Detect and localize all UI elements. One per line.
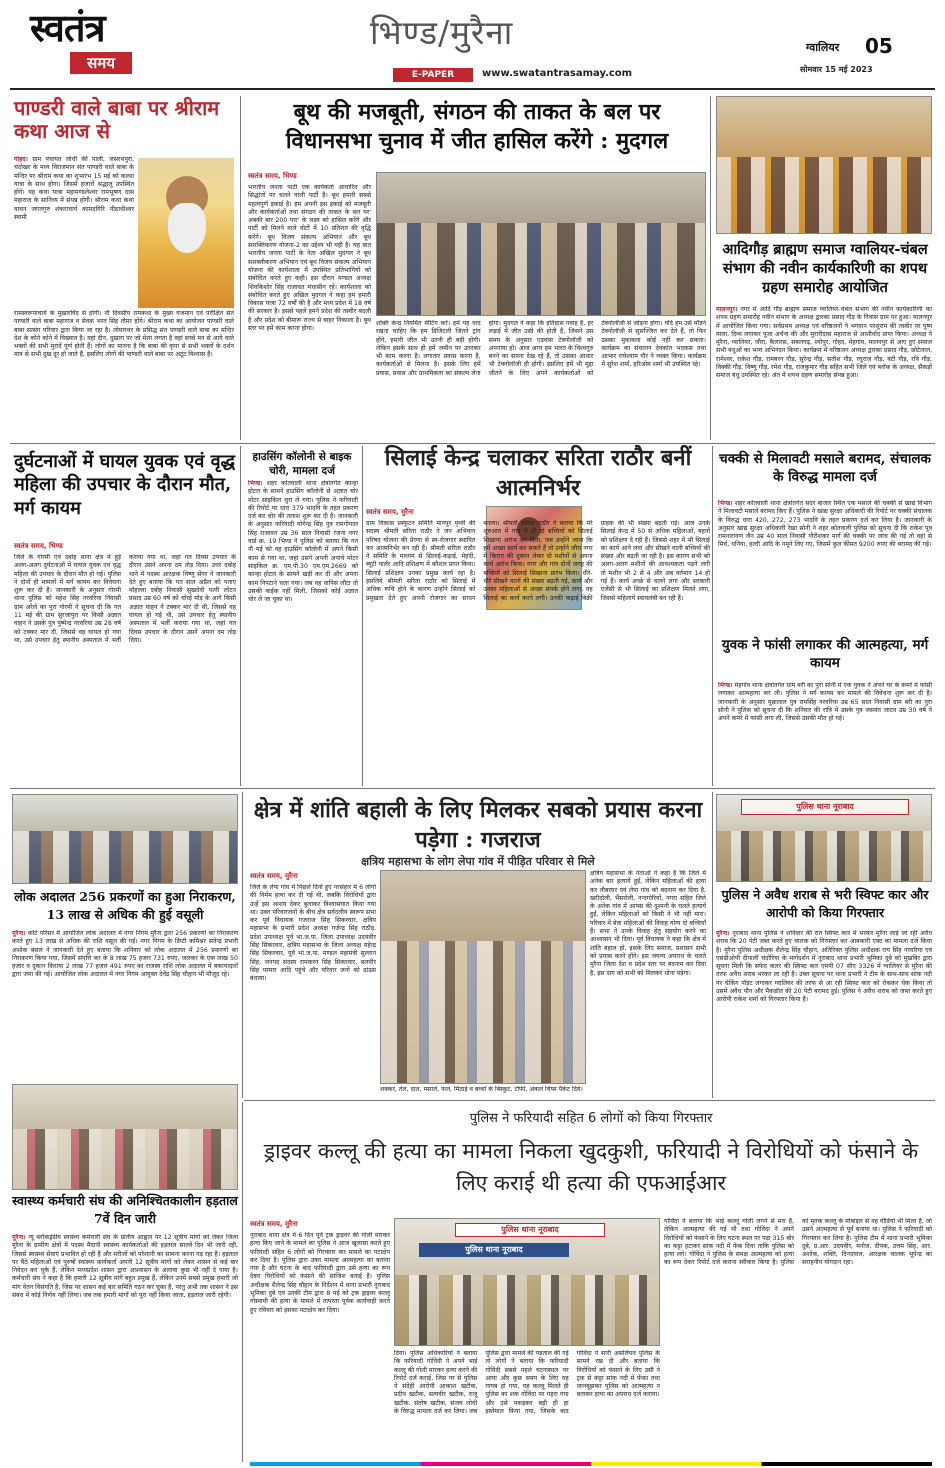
gajraj-crowd xyxy=(381,941,586,1084)
kallu-byline: स्वतंत्र समय, मुरैना xyxy=(250,1220,298,1228)
issue-date: सोमवार 15 मई 2023 xyxy=(800,65,873,74)
edition-city: ग्वालियर xyxy=(806,41,840,54)
color-bar xyxy=(250,1462,932,1466)
section-title: भिण्ड/मुरैना xyxy=(370,13,514,52)
brahmin-headline: आदिगौड़ ब्राह्मण समाज ग्वालियर-चंबल संभाग की नवीन कार्यकारिणी का शपथ ग्रहण समारोह आयोजित xyxy=(722,241,928,297)
housing-place: भिण्ड। xyxy=(248,480,263,487)
brahmin-photo xyxy=(716,96,932,234)
suicide-place: भिण्ड। xyxy=(718,682,733,689)
brahmin-place: मालनपुर। xyxy=(716,306,738,313)
lokadalat-text: कोर्ट परिसर में आयोजित लोक अदालत में नगर निगम मुरैना द्वारा 256 प्रकरणों का निराकरण करते हुए 13 लाख से अधिक की राशि वसूल की गई। नगर निगम के डिप्टी कमिश्नर सतेन्द्र प्रभारी अशोक बंसल ने जानकारी देते हुए बताया कि शनिवार को लोक अदालत में 256 प्रकरणों का निराकरण किया गया, जिसमें संपत्ति कर के 8 लाख 75 हजार 731 रुपए, जलकर के एक लाख 50 हजार व दुकान किराया 2 लाख 77 हजार 491 रुपए का राजस्व राशि लोक अदालत में बकायादारों द्वारा जमा की गई। आयोजित लोक अदालत में नगर निगम आयुक्त देवेंद्र सिंह चौहान भी मौजूद रहे। xyxy=(12,930,238,979)
liquor-photo xyxy=(716,794,932,882)
website-link[interactable]: www.swatantrasamay.com xyxy=(482,68,633,79)
col-divider xyxy=(712,446,713,786)
kallu-kicker: पुलिस ने फरियादी सहित 6 लोगों को किया गिरफ्तार xyxy=(469,1111,713,1126)
housing-headline: हाउसिंग कॉलोनी से बाइक चोरी, मामला दर्ज xyxy=(252,451,352,478)
masala-body xyxy=(718,500,932,632)
baba-text: ग्राम पंचायत लोधी की पाली, जसरथपुरा, चंदोखर के मध्य विराजमान संत पाण्डरी वाले बाबा के मन्दिर पर श्रीराम कथा का शुभारंभ 15 मई को कलश यात्रा के साथ होगा। जिसमें हजारों श्रद्धालु उपस्थित होंगे। यह कथा यात्रा महामण्डलेश्वर रामभूषण दास महाराज के सानिध्य में संपन्न होगी। श्रीराम कथा कथा वाचन जगतगुरु शंकराचार्य कामदगिरि पीठाधीश्वर स्वामी xyxy=(14,156,134,222)
suicide-headline: युवक ने फांसी लगाकर की आत्महत्या, मर्ग कायम xyxy=(721,637,929,672)
baba-headline: पाण्डरी वाले बाबा पर श्रीराम कथा आज से xyxy=(14,96,220,143)
health-headline: स्वास्थ्य कर्मचारी संघ की अनिश्चितकालीन हड़ताल 7वें दिन जारी xyxy=(12,1193,238,1226)
mudgal-crowd xyxy=(377,223,706,316)
col-divider xyxy=(240,446,241,786)
col-divider xyxy=(710,96,711,440)
silai-text: ग्राम विकास प्रस्फुटन समिति मानपुर पृथ्वी की सदस्य श्रीमती सरिता राठौर ने जन अभियान परिषद योजना की प्रेरणा से स्व-रोजगार स्थापित कर आत्मनिर्भर बन रही हैं। श्रीमती सरिता राठौर ने समिति के माध्यम से सिलाई-कढ़ाई, मेहंदी, ब्यूटी पार्लर आदि प्रशिक्षण में कौशल प्राप्त किया। सिलाई प्रशिक्षण उनका प्रमुख कार्य रहा है। इसलिये श्रीमती सरिता राठौर को सिलाई में अधिक रूचि होने के कारण उन्होंने सिलाई को प्रमुखता देते हुए अपनी रोजगार का साधन बनाया। श्रीमती सरिता राठौर ने बताया कि मेरे शुरुआत में गांव में ही दो बच्चियों को सिलाई सिखाना आरंभ कर दिया, जब उन्होंने जाना कि हमें अच्छा कार्य कर सकते हैं तो उन्होंने जौरा नगर में किराए की दुकान लेकर दो मशीनों से अपना कार्य आरंभ किया। नगर और गांव दोनों जगह की बच्चियों को सिलाई सिखाना प्रारंभ किया। धीरे-धीरे सीखने वालों की संख्या बढ़ती गई, कार्य और उनका महिलाओं से अच्छा संपर्क होने लगा, वह सिलाई का कार्य करने लगी। उनकी कढ़ाई बिक्री ग्राहक की भी संख्या बढ़ती गई। आज उनके सिलाई केन्द्र में 50 से अधिक महिलाओं, बहनों को प्रशिक्षण दे रही हैं। जिससे शहर में भी सिलाई का कार्य आने लगा और सीखने वाली बच्चियों की संख्या और बढ़ती जा रही है। इस कारण सभी को अलग-अलग मशीनों की आवश्यकता पड़ने लगी तो मशीन भी 2 से 4 और अब वर्तमान 14 हो गई हैं। कार्य अच्छे से चलने लगा और सरकारी एजेंसी से भी सिलाई का प्रशिक्षण मिलने लगा, जिससे महिलायें स्वावलंबी बन रही हैं। xyxy=(366,520,710,602)
kallu-body-left xyxy=(250,1232,390,1460)
masthead-rule xyxy=(10,88,935,90)
brahmin-crowd xyxy=(717,157,932,234)
accident-byline: स्वतंत्र समय, भिण्ड xyxy=(14,542,63,550)
health-text: न्यू ब्लॉकड्रेडीय स्वास्थ्य कर्मचारी संघ के प्रांतीय आह्वान पर 12 सूत्रीय मांगों को लेकर जिला मुरैना के ग्रामीण क्षेत्रों में पदस्थ मैदानी स्वास्थ्य कार्यकर्ताओं की हड़ताल सातवें दिन भी जारी रही, जिससे स्वास्थ्य सेवाएं प्रभावित हो रही हैं और मरीजों को परेशानी का सामना करना पड़ रहा है। हड़ताल पर बैठे महिलाओं एवं पुरुषों स्वास्थ्य कार्यकर्ता अपनी 12 सूत्रीय मांगों को लेकर शासन से कई बार निवेदन कर चुके हैं, लेकिन मध्यप्रदेश शासन द्वारा आश्वासन के अलावा कुछ भी नहीं दे पाया है। कर्मचारी संघ ने कहा है कि हमारी 12 सूत्रीय मांगें बहुत प्रमुख हैं, लेकिन उनमें सबसे प्रमुख हमारी जो मांग वेतन विसंगति है, जिस पर शासन कई बार समिति गठन कर चुका है, परंतु अभी तक शासन ने इस संबंध में कोई निर्णय नहीं लिया। जब तक हमारी मांगों को पूरा नहीं किया जाता, हड़ताल जारी रहेगी। xyxy=(12,1234,238,1300)
suicide-text: मेहगांव थाना क्षेत्रांतर्गत ग्राम बरी का पुरा सोनी में एक युवक ने अपने घर के कमरे में फांसी लगाकर आत्महत्या कर ली। पुलिस ने मर्ग कायम कर मामले की विवेचना शुरू कर दी है। जानकारी के अनुसार मुन्नालाल पुत्र रामसिंह नरवरिया उम्र 65 साल निवासी ग्राम बरी का पुरा सोनी ने पुलिस को सूचना दी कि शनिवार की रात्रि में उसके पुत्र जसवंत जाटव उम्र 30 वर्ष ने अपने कमरे में फांसी लगा ली, जिससे उसकी मौत हो गई। xyxy=(718,682,932,723)
baba-text-bottom: रामस्वरूपाचार्य के मुखारविंद से होगी। नौ दिवसीय रामकथा के मुख्य यजमान एवं परीक्षित संत पाण्डरी वाले बाबा महाराज व सेवक भरत सिंह तोमर होंगे। श्रीराम कथा का आयोजन पाण्डरी वाले बाबा सत्संग परिवार द्वारा किया जा रहा है। लोमारथर के प्रसिद्ध संत पाण्डरी वाले बाबा का मन्दिर देश के कोने कोने में विख्यात है। यहां दीन, दुखारा पर जो मेला लगता है वहां सच्चे मन से आये वाले भक्तों की सभी मुरादें पूर्ण होती हैं। लोगों का मानना है कि बाबा की कृपा से सभी भक्तों के दर्शन मात्र से सभी दुख दूर हो जाते हैं, इसलिए लोगों की पाण्डरी वाले बाबा पर अटूट विश्वास है। xyxy=(14,310,234,359)
baba-photo xyxy=(138,158,234,308)
epaper-label: E-PAPER xyxy=(393,68,473,82)
gajraj-photo xyxy=(380,870,586,1084)
masthead xyxy=(0,0,945,92)
health-place: मुरैना। xyxy=(12,1234,26,1241)
liquor-sign: पुलिस थाना नूराबाद xyxy=(741,799,909,815)
mudgal-body-left xyxy=(248,184,371,440)
kallu-crowd xyxy=(395,1275,660,1346)
brahmin-text: नगर में आदि गौड़ ब्राह्मण समाज ग्वालियर-चंबल संभाग की नवीन कार्यकारिणी का शपथ ग्रहण समारोह नवीन संभाग के अध्यक्ष द्वारका प्रसाद गौड़ के निवास ग्राम पर हुआ। मालनपुर में आयोजित किया गया। सर्वप्रथम अध्यक्ष एवं वरिष्ठजनों ने भगवान परशुराम की तस्वीर पर पुष्प माला, दिव्य लगाकर पूजा अर्चना की और मुरारीदास महाराज से आशीर्वाद प्राप्त किया। अध्यक्ष ने मुरैना, ग्वालियर, जौरा, कैलारस, सबलगढ़, श्योपुर, गोहद, मेहगांव, मालनपुर से आए हुए समाज सभी बंधुओं का भव्य अभिनंदन किया। कार्यक्रम में वरिष्ठजन अध्यक्ष द्वारका प्रसाद गौड़, छोटेलाल, रामेश्वर, राकेश गौड़, रामबरन गौड़, सुरेन्द्र गौड़, सतीश गौड़, रघुराज गौड़, बंटी गौड़, रवि गौड़, विक्की गौड़, विष्णु गौड़, रमेश गौड़, राजकुमार गौड़ सहित सभी जिले एवं ब्लॉक के अध्यक्ष, सैकड़ों समाज बंधु उपस्थित रहे। अंत में शपथ ग्रहण समारोह संपन्न हुआ। xyxy=(716,306,932,380)
health-crowd xyxy=(13,1129,238,1190)
col-divider xyxy=(242,1102,243,1462)
lokadalat-people xyxy=(13,831,238,884)
liquor-body xyxy=(716,930,932,1096)
silai-headline: सिलाई केन्द्र चलाकर सरिता राठौर बनीं आत्मनिर्भर xyxy=(384,445,692,501)
baba-body-left xyxy=(14,156,134,306)
gajraj-caption-text: शक्कर, तेल, दाल, मसाले, फल, मिठाई व बच्चों के बिस्कुट, टॉफी, अंकल चिप्स पैकेट दिये। xyxy=(380,1086,583,1093)
col-divider xyxy=(362,446,363,786)
lokadalat-headline: लोक अदालत 256 प्रकरणों का हुआ निराकरण, 13 लाख से अधिक की हुई वसूली xyxy=(14,889,236,922)
kallu-text-right: गोविंदा ने बताया कि भाई कल्लू गोली लगने से मरा है, लेकिन आत्महत्या की गई थी तथा गोविंदा ने अपने विरोधियों को फंसाने के लिए घटना स्थल पर पड़ा 315 बोर का कट्टा हटाकर सांक नदी में फेंक दिया ताकि पुलिस को हत्या लगे। गोविंदा ने पुलिस के समक्ष आत्महत्या को हत्या का रूप देकर रिपोर्ट दर्ज कराना स्वीकार किया है। पुलिस को मृतक कल्लू के मोबाइल से वह वीडियो भी मिला है, जो उसने आत्महत्या से पूर्व बनाया था। पुलिस ने फरियादी को गिरफ्तार कर लिया है। पुलिस टीम में थाना प्रभारी भूमिका दुबे, प्र.आर. उदयवीर, मनोज, दीपक, उत्तम सिंह, आर. अशोक, शक्ति, दिनदयाल, आरक्षक चालक भूपेन्द्र का सराहनीय योगदान रहा। xyxy=(664,1218,932,1267)
col-divider xyxy=(242,792,243,1098)
page-number: 05 xyxy=(865,34,893,58)
masala-place: भिण्ड। xyxy=(718,500,733,507)
gajraj-text-left: जिले के लेपा गांव में पिछले दिनों हुए नरसंहार में 6 लोगों की निर्मम हत्या कर दी गई थी, जबकि विरोधियों द्वारा उन्हें इस आशय देकर बुलाकर विश्वासघात किया गया था। उक्त परिवारजनों के बीच क्षेत्र सर्वदलीय स्वरूप सभा कर पूर्व विधायक गजराज सिंह सिकरवार, क्षत्रिय महासभा के प्रभारी प्रदेश अध्यक्ष गजेन्द्र सिंह राठौड़, प्रदेश उपाध्यक्ष पूर्व भा.ज.पा. जिला उपाध्यक्ष उदयवीर सिंह सिकरवार, क्षत्रिय महासभा के जिला अध्यक्ष महेन्द्र सिंह सिकरवार, पूर्व भा.ज.पा. मण्डल महामंत्री सुल्तान सिंह, जनपद सदस्य रामकरन सिंह सिकरवार, बलवीर सिंह परमार आदि पहुंचे और परिवार जनों को ढांढस बंधाया। xyxy=(250,884,376,983)
silai-byline: स्वतंत्र समय, मुरैना xyxy=(366,508,414,516)
gajraj-caption xyxy=(380,1086,586,1096)
logo-top: स्वतंत्र xyxy=(30,5,105,50)
masala-text: शहर कोतवाली थाना क्षेत्रांतर्गत सदर बाजार स्थित एक मसाले की चक्की से खाद्य विभाग ने मिलावटी मसाले बरामद किए हैं। पुलिस ने खाद्य सुरक्षा अधिकारी की रिपोर्ट पर चक्की संचालक के विरुद्ध धारा 420, 272, 273 भादवि के तहत प्रकरण दर्ज कर लिया है। जानकारी के अनुसार खाद्य सुरक्षा अधिकारी रेखा सोनी ने शहर कोतवाली पुलिस को सूचना दी कि राकेश पुत्र रामनारायण जैन उम्र 40 साल निवासी गौरीशंकर मार्ग की चक्की पर जांच की गई तो वहां से मिर्च, धनिया, हल्दी आदि के नमूने लिए गए, जिसमें कुल कीमत 9200 रुपए की बरामद की गई। xyxy=(718,500,932,549)
logo-bottom: समय xyxy=(70,52,132,74)
health-photo xyxy=(12,1084,238,1190)
gajraj-body-left xyxy=(250,884,376,1084)
accident-body xyxy=(14,554,236,784)
masala-headline: चक्की से मिलावटी मसाले बरामद, संचालक के विरुद्ध मामला दर्ज xyxy=(719,451,931,486)
liquor-place: मुरैना। xyxy=(716,930,730,937)
brahmin-body xyxy=(716,306,932,440)
gajraj-text-right: क्षत्रिय महासभा के नेताओं ने कहा है कि जिले में अनेक बार हत्यायें हुईं, लेकिन महिलाओं की हत्या कर तौबरघर एवं लेपा गांव को बदनाम कर दिया है, खरीदोली, भैंसरोली, नन्दगोरियों, नगरा सहित जिले के अनेक गांव में आपस की दुश्मनी के चलते हत्यायें हुईं, लेकिन महिलाओं को किसी ने भी नहीं मारा। परिवार में बेवा महिलाओं की विवाह योग्य दो बच्चियाँ हैं। सभा ने उनके विवाह हेतु सहयोग करने का आश्वासन भी दिया। पूर्व विधायक ने कहा कि क्षेत्र में शांति बहाल हो, इसके लिए समाज, प्रशासन सभी को प्रयास करने होंगे। इस जघन्य अपराध के चलते मुरैना जिला देश व प्रदेश स्तर पर बदनाम कर दिया है, इस दाग को सभी को मिलकर धोना पड़ेगा। xyxy=(590,870,706,977)
housing-body xyxy=(248,480,358,784)
health-body xyxy=(12,1234,238,1460)
silai-body xyxy=(366,520,710,784)
mudgal-photo xyxy=(376,172,706,316)
baba-place: गोहद। xyxy=(14,156,29,163)
kallu-text-left: नूराबाद थाना क्षेत्र में 6 दिन पूर्व ट्रक ड्राइवर की गोली मारकर हत्या किए जाने के मामले का पुलिस ने आज खुलासा करते हुए फरियादी सहित 6 लोगों को गिरफ्तार कर मामले का पटाक्षेप कर दिया है। पुलिस द्वारा उक्त मामला आत्महत्या का बताया गया है और घटना के बाद फरियादी द्वारा उसे हत्या का रूप देकर विरोधियों को फंसाने की साजिश बताई है। पुलिस अधीक्षक शैलेन्द्र सिंह चौहान के निर्देशन में थाना प्रभारी नूराबाद भूमिका दुबे एवं उनकी टीम द्वारा 8 मई को ट्रक ड्राइवर कल्लू गोस्वामी की हत्या के मामले में तत्परता पूर्वक कार्यवाही करते हुए रविवार को इसका पटाक्षेप कर दिया। xyxy=(250,1232,390,1314)
mudgal-headline: बूथ की मजबूती, संगठन की ताकत के बल पर विधानसभा चुनाव में जीत हासिल करेंगे : मुदगल xyxy=(285,99,669,154)
kallu-body-mid xyxy=(394,1350,660,1460)
lokadalat-place: मुरैना। xyxy=(12,930,26,937)
gajraj-subhead: क्षत्रिय महासभा के लोग लेपा गांव में पीड़ित परिवार से मिले xyxy=(361,855,595,868)
accident-headline: दुर्घटनाओं में घायल युवक एवं वृद्ध महिला की उपचार के दौरान मौत, मर्ग कायम xyxy=(14,451,235,519)
baba-beard xyxy=(168,203,206,253)
kallu-headline: ड्राइवर कल्लू की हत्या का मामला निकला खुदकुशी, फरियादी ने विरोधियों को फंसाने के लिए कराई थी हत्या की एफआईआर xyxy=(263,1139,919,1195)
gajraj-byline: स्वतंत्र समय, मुरैना xyxy=(250,872,298,880)
row-divider xyxy=(10,788,935,789)
mudgal-text-right: शक्ति केन्द्र नियमित मीटिंग करें। हमें यह याद रखना चाहिए कि हम डिजिटली जितने ट्रांग होंगे, हमारी जीत भी उतनी ही बड़ी होगी। लेकिन इसके साथ ही हमें जमीन पर उतरकर भी काम करना है। लगातार प्रवास करना है, कार्यकर्ताओं से मिलना है। इसके लिए हमें प्रवास, प्रवास और प्राथमिकता का संकल्प लेना होगा। मुदगल ने कहा कि इतिहास गवाह है, हर लड़ाई में जीत उसी की होती है, जिसने उस समय के अनुसार एडवांस टेक्नोलॉजी को अपनाया हो। आज अगर हम भारत के विश्वगुरु बनने का सपना देख रहे हैं, तो उसका आधार भी टेक्नोलॉजी ही होगी। इसलिए हमें भी मुद्दा जीतने के लिए अपने कार्यकर्ताओं को टेक्नोलॉजी से जोड़ना होगा। यदि हम उसे मॉडर्न टेक्नोलॉजी से सुसज्जित कर देते हैं, तो फिर उसका मुकाबला कोई नहीं कर सकता। कार्यक्रम का संचालन देवकांत भदकस तथा आभार राघेश्याम गौर ने व्यक्त किया। कार्यक्रम में सुरेश शर्मा, हरिओम शर्मा भी उपस्थित रहे। xyxy=(376,320,706,377)
kallu-photo xyxy=(394,1218,660,1346)
kallu-sign-bottom: पुलिस थाना नूराबाद xyxy=(419,1243,569,1257)
col-divider xyxy=(240,96,241,440)
gajraj-body-right xyxy=(590,870,706,1090)
suicide-body xyxy=(718,682,932,782)
kallu-body-right xyxy=(664,1218,932,1460)
col-divider xyxy=(712,792,713,1098)
housing-text: शहर कोतवाली थाना क्षेत्रांतर्गत कान्हा होटल के सामने हाउसिंग कॉलोनी से अज्ञात चोर मोटर साइकिल चुरा ले गया। पुलिस ने फरियादी की रिपोर्ट पर धारा 379 भादवि के तहत प्रकरण दर्ज कर चोर की तलाश शुरू कर दी है। जानकारी के अनुसार फरियादी योगेन्द्र सिंह पुत्र रामगोपाल सिंह राजावत उम्र 36 साल निवासी रंजना नगर वार्ड क्र. 19 भिण्ड ने पुलिस को बताया कि गत नौ मई को वह हाउसिंग कॉलोनी में अपने किसी काम से गया था, जहां उसने अपनी अपाचे मोटर साइकिल क्र. एम.पी.30 एम.एम.2669 को कान्हा होटल के सामने खड़ी कर दी और अपना काम निपटाने चला गया। जब वह वापिस लौटा तो उसकी बाईक नहीं मिली, जिसको कोई अज्ञात चोर ले जा चुका था। xyxy=(248,480,358,604)
kallu-sign-top: पुलिस थाना नूराबाद xyxy=(455,1223,605,1237)
liquor-text: नूराबाद थाना पुलिस ने शनिवार की रात स्विफ्ट कार में भरकर मुरैना लाई जा रही अवैध शराब कि 20 पेटी जब्त करते हुए चालक को गिरफ्तार कर आबकारी एक्ट का मामला दर्ज किया है। मुरैना पुलिस अधीक्षक शैलेन्द्र सिंह चौहान, अतिरिक्त पुलिस अधीक्षक राय सिंह नरवरिया एवं एसडीओपी दीपाली चंदोरिया के मार्गदर्शन में नूराबाद थाना प्रभारी भूमिका दुबे को मुखबिर द्वारा सूचना मिली कि सफेद कलर की स्विफ्ट कार एमपी 07 सीए 3326 में ग्वालियर से मुरैना की तरफ अवैध शराब भरकर ला रही है। उक्त सूचना पर थाना प्रभारी ने टीम के साथ-साथ सांक नदी पर चेकिंग पॉइंट लगाकर ग्वालियर की तरफ से आ रही स्विफ्ट कार को रोककर चेक किया तो उसमें अवैध पौन और मैकडॉल की 20 पेटी बरामद हुई। पुलिस ने अवैध शराब को जब्त करते हुए आरोपी राकेश शर्मा को गिरफ्तार किया है। xyxy=(716,930,932,1004)
lokadalat-body xyxy=(12,930,238,1078)
mudgal-byline: स्वतंत्र समय, भिण्ड xyxy=(248,172,297,180)
row-divider xyxy=(244,1100,935,1101)
accident-text: जिले के गोरमी एवं दबोह थाना क्षेत्र में हुई अलग-अलग दुर्घटनाओं में घायल युवक एवं वृद्ध महिला की उपचार के दौरान मौत हो गई। पुलिस ने दोनों ही मामलों में मर्ग कायम कर विवेचना शुरू कर दी है। जानकारी के अनुसार गोरमी थाना पुलिस को महेश सिंह नरवरिया निवासी ग्राम अरेले का पुरा गोरमी ने सूचना दी कि गत 11 मई की ग्राम सुरजापुरा पर किसी अज्ञात वाहन ने उसके पुत्र पुष्पेन्द्र नरवरिया उम्र 28 वर्ष को टक्कर मार दी, जिससे वह घायल हो गया था, उसे उपचार हेतु स्थानीय अस्पताल में भर्ती कराया गया था, जहां गत दिवस उपचार के दौरान उसने अपना दम तोड़ दिया। उधर दबोह थाने में पदस्थ आरक्षक विष्णु सेंगर ने जानकारी देते हुए बताया कि गत सात अप्रैल को पताए मोहल्ला दबोह निवासी सुखदेवी पत्नी लोटन प्रसाद उम्र 60 वर्ष को चोरई मोड़ के आगे किसी अज्ञात वाहन ने टक्कर मार दी थी, जिससे वह घायल हो गई थी, उसे उपचार हेतु स्थानीय अस्पताल में भर्ती कराया गया था, जहां गत दिवस उपचार के दौरान उसने अपना दम तोड़ दिया। xyxy=(14,554,236,644)
gajraj-headline: क्षेत्र में शांति बहाली के लिए मिलकर सबको प्रयास करना पड़ेगा : गजराज xyxy=(253,797,703,853)
mudgal-body-right xyxy=(376,320,706,440)
kallu-text-mid: दिया। पुलिस अधिकारियों ने बताया कि फरियादी गोविंदी ने अपने भाई कल्लू की गोली मारकर हत्या करने की रिपोर्ट दर्ज कराई, जिस पर से पुलिस ने संदेही आरोपी आकाश खटीक, प्रदीप खटीक, सत्यवीर खटीक, राजू खटीक, संतोष खटीक, संजय लोधी के विरुद्ध मामला दर्ज कर लिया। जब पुलिस द्वारा मामले की पड़ताल की गई तो लोगों ने बताया कि फरियादी गोविंदी सबसे पहले घटनास्थल पर आया और कुछ समय के लिए वह गायब हो गया, यह कल्लू मिलते ही पुलिस का शक गोविंदा पर गहरा गया और उसे पकड़कर बड़ी ही हा इस्तेमाल किया गया, जिसके बाद गोविंदा ने सारी असलियत पुलिस के सामने रख दी और बताया कि विरोधियों को फंसाने के लिए उसी ने ट्रक से कट्टा सांक नदी में फेंका तथा जानबूझकर पुलिस को आत्महत्या न बताकर हत्या का अपराध दर्ज कराया। xyxy=(394,1350,660,1416)
liquor-crowd xyxy=(717,831,932,882)
liquor-headline: पुलिस ने अवैध शराब से भरी स्विफ्ट कार और आरोपी को किया गिरफ्तार xyxy=(721,887,929,920)
mudgal-text-left: भारतीय जनता पार्टी एक कार्यकर्ता आधारित और सिद्धांतों पर चलने वाली पार्टी है। बूथ हमारी सबसे महत्वपूर्ण इकाई है। हम अपनी इस इकाई को मजबूती और कार्यकर्ताओं तथा संगठन की ताकत के बल पर' अबकी बार 200 पार' के लक्ष्य को हासिल करेंगे और पार्टी को मिलने वाले वोटों में 10 प्रतिशत की वृद्धि करेंगे। बूथ विजय संकल्प अभियान और बूथ सशक्तिकरण योजना-2 का उद्देश्य भी यही है। यह बात भारतीय जनता पार्टी के नेता अखिल मुदगल ने बूथ सशक्तीकरण अभियान एवं बूथ विजय संकल्प अभियान योजना की कार्यशाला में उपस्थित प्रतिभागियों को संबोधित करते हुए कही। इस दौरान मण्डल अध्यक्ष शिवकिशोर सिंह राजावत मंचासीन रहे। कार्यशाला को संबोधित करते हुए अखिल मुदगल ने कहा हम हमारी विकास यात्रा 72 वर्षों की है और मध्य प्रदेश में 18 वर्ष की सरकार है। इससे पहले हमने प्रदेश की तस्वीर बदली है और प्रदेश को बीमारू राज्य से बाहर निकाला है। बूथ स्तर पर हमें काम करना होगा। xyxy=(248,184,371,333)
baba-body-bottom xyxy=(14,310,234,442)
lokadalat-photo xyxy=(12,794,238,884)
